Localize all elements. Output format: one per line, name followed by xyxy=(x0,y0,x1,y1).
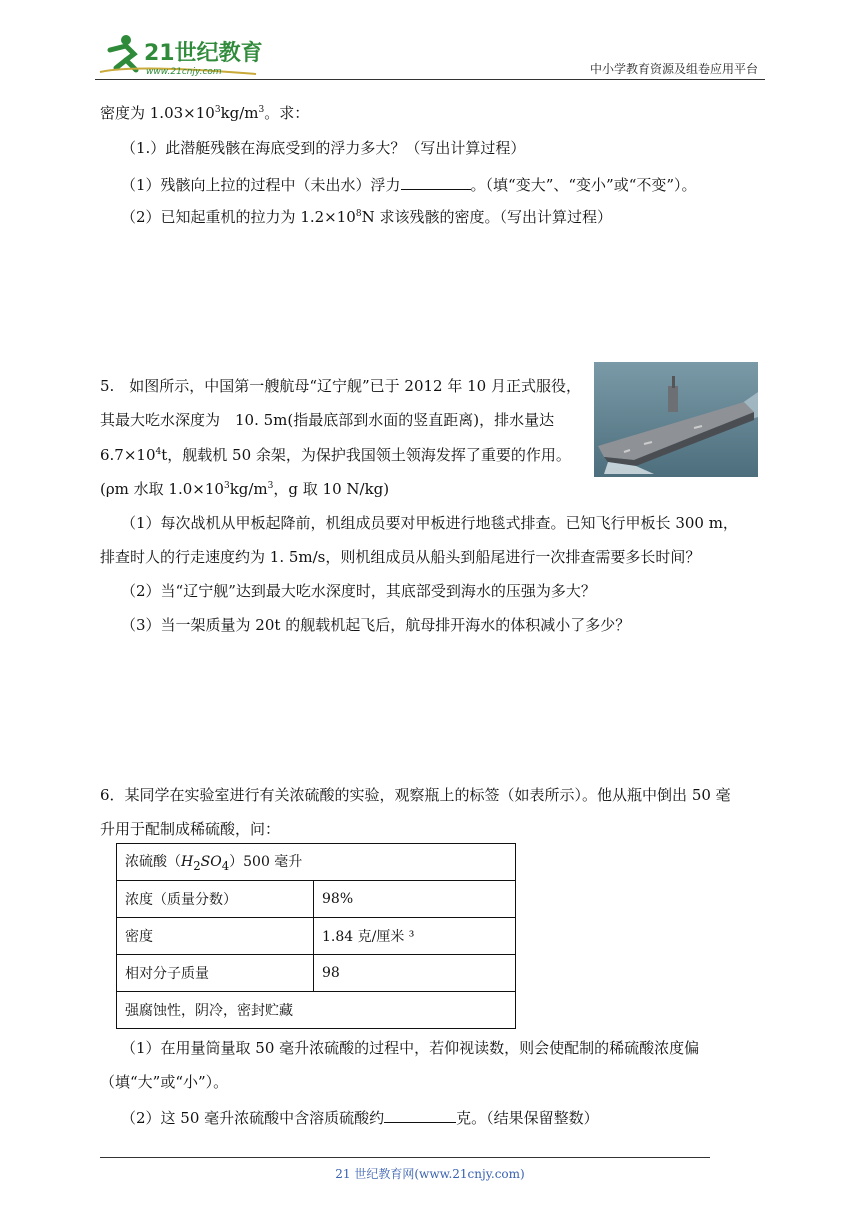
q5-line-3: $6.7\times 10^4t$，舰载机 50 余架，为保护我国领土领海发挥了重要的作用。 xyxy=(100,446,571,464)
q4-subquestion-3: （2）已知起重机的拉力为 $1.2\times 10^8N$ 求该残骸的密度。（写出计算过程） xyxy=(121,208,612,226)
footer-link[interactable]: 21 世纪教育网(www.21cnjy.com) xyxy=(335,1167,525,1181)
table-note-cell: 强腐蚀性，阴冷，密封贮藏 xyxy=(117,992,516,1029)
q5-line-2: 其最大吃水深度为 10. 5m(指最底部到水面的竖直距离)，排水量达 xyxy=(100,411,555,429)
answer-blank[interactable] xyxy=(401,173,471,190)
footer-divider xyxy=(100,1157,710,1158)
table-row xyxy=(117,844,516,881)
q6-line-1: 6．某同学在实验室进行有关浓硫酸的实验，观察瓶上的标签（如表所示）。他从瓶中倒出 50 毫 xyxy=(100,786,731,804)
logo-main-text: 21世纪教育 xyxy=(144,41,263,66)
q5-line-4: (ρm 水取 $1.0\times 10^3kg/m^3$，g 取 10 N/kg) xyxy=(100,480,390,498)
q4-subquestion-1: （1.）此潜艇残骸在海底受到的浮力多大？（写出计算过程） xyxy=(121,139,526,157)
table-key-cell: 相对分子质量 xyxy=(117,955,314,992)
q4-continuation: 密度为 $1.03\times 10^3kg/m^3$。求： xyxy=(100,104,310,122)
table-row xyxy=(117,918,516,955)
table-key-cell: 浓度（质量分数） xyxy=(117,881,314,918)
table-row xyxy=(117,992,516,1029)
header-platform-text: 中小学教育资源及组卷应用平台 xyxy=(589,62,758,76)
logo-sub-text: www.21cnjy.com xyxy=(146,67,222,77)
table-value-cell: 98% xyxy=(314,881,516,918)
table-value-cell: 1.84 克/厘米 ³ xyxy=(314,918,516,955)
q5-subquestion-1b: 排查时人的行走速度约为 1. 5m/s，则机组成员从船头到船尾进行一次排查需要多长时间？ xyxy=(100,548,701,566)
table-key-cell: 密度 xyxy=(117,918,314,955)
table-value-cell: 98 xyxy=(314,955,516,992)
answer-blank[interactable] xyxy=(384,1106,456,1123)
q6-line-2: 升用于配制成稀硫酸，问： xyxy=(100,820,281,838)
q5-subquestion-2: （2）当“辽宁舰”达到最大吃水深度时，其底部受到海水的压强为多大？ xyxy=(121,582,596,600)
site-logo xyxy=(96,30,266,80)
q5-subquestion-1a: （1）每次战机从甲板起降前，机组成员要对甲板进行地毯式排查。已知飞行甲板长 300 m， xyxy=(121,514,738,532)
q6-subquestion-2: （2）这 50 毫升浓硫酸中含溶质硫酸约 克。（结果保留整数） xyxy=(121,1106,599,1128)
q5-subquestion-3: （3）当一架质量为 20t 的舰载机起飞后，航母排开海水的体积减小了多少？ xyxy=(121,616,631,634)
q5-line-1: 5. 如图所示，中国第一艘航母“辽宁舰”已于 2012 年 10 月正式服役， xyxy=(100,377,581,395)
q4-subquestion-2: （1）残骸向上拉的过程中（未出水）浮力 。（填“变大”、“变小”或“不变”）。 xyxy=(121,173,697,195)
acid-label-table xyxy=(116,843,516,1029)
header-divider xyxy=(95,79,765,80)
q6-subquestion-1a: （1）在用量筒量取 50 毫升浓硫酸的过程中，若仰视读数，则会使配制的稀硫酸浓度偏 xyxy=(121,1039,700,1057)
table-row xyxy=(117,955,516,992)
q6-subquestion-1b: （填“大”或“小”）。 xyxy=(100,1073,229,1091)
table-title-cell: 浓硫酸$(H_2SO_4)500$ 毫升 xyxy=(117,844,516,881)
aircraft-carrier-photo xyxy=(594,362,758,477)
table-row xyxy=(117,881,516,918)
